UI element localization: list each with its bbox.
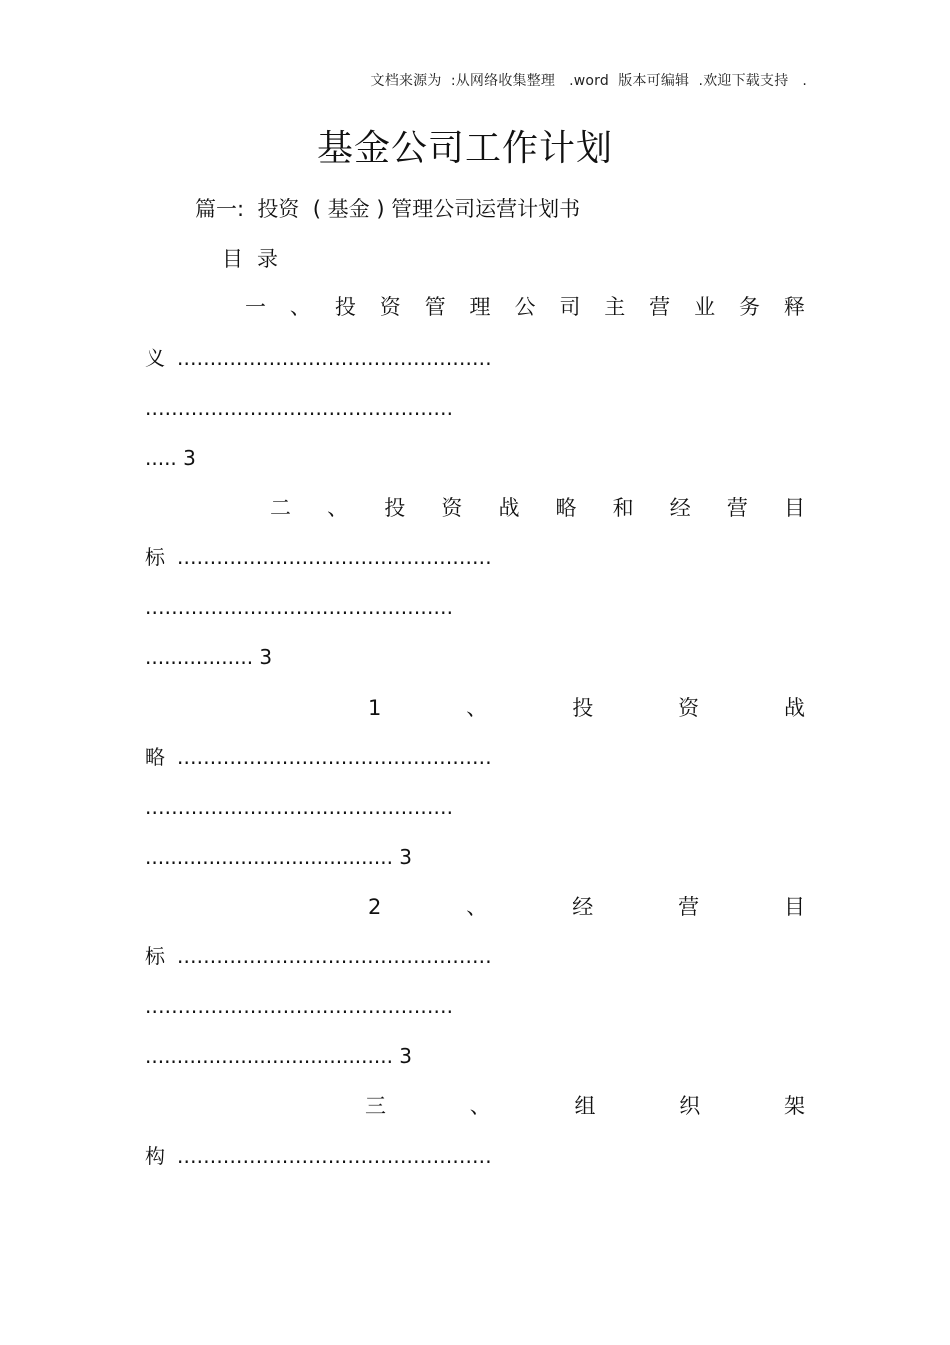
toc-entry-1-char: 业 (694, 295, 716, 319)
toc-leader-dots: ............................................... (145, 396, 454, 420)
toc-entry-1-char: 投 (334, 295, 356, 319)
toc-leader-dots: ............................................... (145, 595, 454, 619)
toc-entry-3-end-char: 略 (145, 745, 165, 769)
toc-entry-1-char: 务 (738, 295, 760, 319)
toc-entry-2-line-2 (145, 594, 453, 620)
toc-entry-2-line-1 (145, 544, 492, 570)
toc-entry-4-char: 经 (572, 895, 594, 919)
toc-entry-4-char: 2 (368, 895, 382, 919)
toc-entry-5-char: 组 (574, 1094, 596, 1118)
document-subtitle: 篇一: 投资 ( 基金 ) 管理公司运营计划书 (195, 197, 581, 221)
toc-entry-2-char: 略 (555, 496, 577, 520)
toc-entry-2-char: 经 (669, 496, 691, 520)
toc-entry-4-end-char: 标 (145, 944, 165, 968)
toc-entry-2-char: 投 (384, 496, 406, 520)
toc-entry-3-char: 1 (368, 696, 382, 720)
toc-leader-dots: ................................................ (177, 545, 492, 569)
toc-leader-dots: ................................................ (177, 944, 492, 968)
toc-entry-2-char: 目 (783, 496, 805, 520)
toc-entry-2-char: 二 (270, 496, 291, 520)
toc-entry-1-char: 、 (289, 295, 311, 319)
toc-entry-1-char: 主 (604, 295, 626, 319)
toc-entry-1-char: 营 (649, 295, 671, 319)
toc-entry-5-char: 架 (784, 1094, 805, 1118)
toc-entry-2-char: 资 (441, 496, 463, 520)
toc-entry-1-line-2 (145, 395, 453, 421)
toc-entry-4-char: 目 (784, 895, 805, 919)
toc-entry-5-title[interactable] (365, 1092, 805, 1120)
toc-entry-3-char: 投 (572, 696, 594, 720)
toc-entry-1-page-ref[interactable]: ..... 3 (145, 446, 196, 470)
toc-entry-5-char: 、 (469, 1094, 491, 1118)
toc-entry-4-page-ref[interactable]: ....................................... 3 (145, 1044, 413, 1068)
toc-entry-2-char: 战 (498, 496, 520, 520)
toc-entry-3-char: 战 (784, 696, 805, 720)
toc-leader-dots: ................................................ (177, 346, 492, 370)
source-note: 文档来源为 :从网络收集整理 .word 版本可编辑 .欢迎下载支持 . (370, 73, 807, 89)
toc-leader-dots: ................................................ (177, 1144, 492, 1168)
toc-entry-5-line-1 (145, 1143, 492, 1169)
toc-entry-3-char: 资 (678, 696, 700, 720)
toc-entry-3-line-1 (145, 744, 492, 770)
toc-leader-dots: ................................................ (177, 745, 492, 769)
toc-entry-1-char: 管 (424, 295, 446, 319)
toc-entry-2-char: 和 (612, 496, 634, 520)
toc-entry-4-line-1 (145, 943, 492, 969)
toc-entry-1-title[interactable] (245, 293, 805, 321)
toc-entry-4-title[interactable] (368, 893, 805, 921)
toc-entry-4-char: 、 (466, 895, 488, 919)
toc-leader-dots: ............................................... (145, 994, 454, 1018)
toc-entry-1-char: 理 (469, 295, 491, 319)
toc-entry-2-end-char: 标 (145, 545, 165, 569)
toc-entry-1-end-char: 义 (145, 346, 165, 370)
toc-entry-5-char: 三 (365, 1094, 386, 1118)
toc-entry-2-title[interactable] (270, 494, 805, 522)
toc-entry-5-end-char: 构 (145, 1144, 165, 1168)
toc-entry-3-title[interactable] (368, 694, 805, 722)
toc-entry-2-page-ref[interactable]: ................. 3 (145, 645, 273, 669)
toc-entry-1-char: 释 (783, 295, 805, 319)
toc-entry-2-char: 营 (726, 496, 748, 520)
toc-entry-3-page-ref[interactable]: ....................................... 3 (145, 845, 413, 869)
toc-entry-3-line-2 (145, 794, 453, 820)
toc-entry-1-line-1 (145, 345, 492, 371)
toc-entry-1-char: 司 (559, 295, 581, 319)
toc-entry-5-char: 织 (679, 1094, 701, 1118)
document-title: 基金公司工作计划 (316, 128, 613, 169)
toc-entry-1-char: 公 (514, 295, 536, 319)
toc-entry-4-line-2 (145, 993, 453, 1019)
toc-entry-1-char: 资 (379, 295, 401, 319)
toc-leader-dots: ............................................... (145, 795, 454, 819)
toc-entry-3-char: 、 (466, 696, 488, 720)
toc-entry-4-char: 营 (678, 895, 700, 919)
toc-entry-2-char: 、 (327, 496, 349, 520)
toc-entry-1-char: 一 (245, 295, 266, 319)
toc-heading: 目录 (222, 247, 292, 271)
